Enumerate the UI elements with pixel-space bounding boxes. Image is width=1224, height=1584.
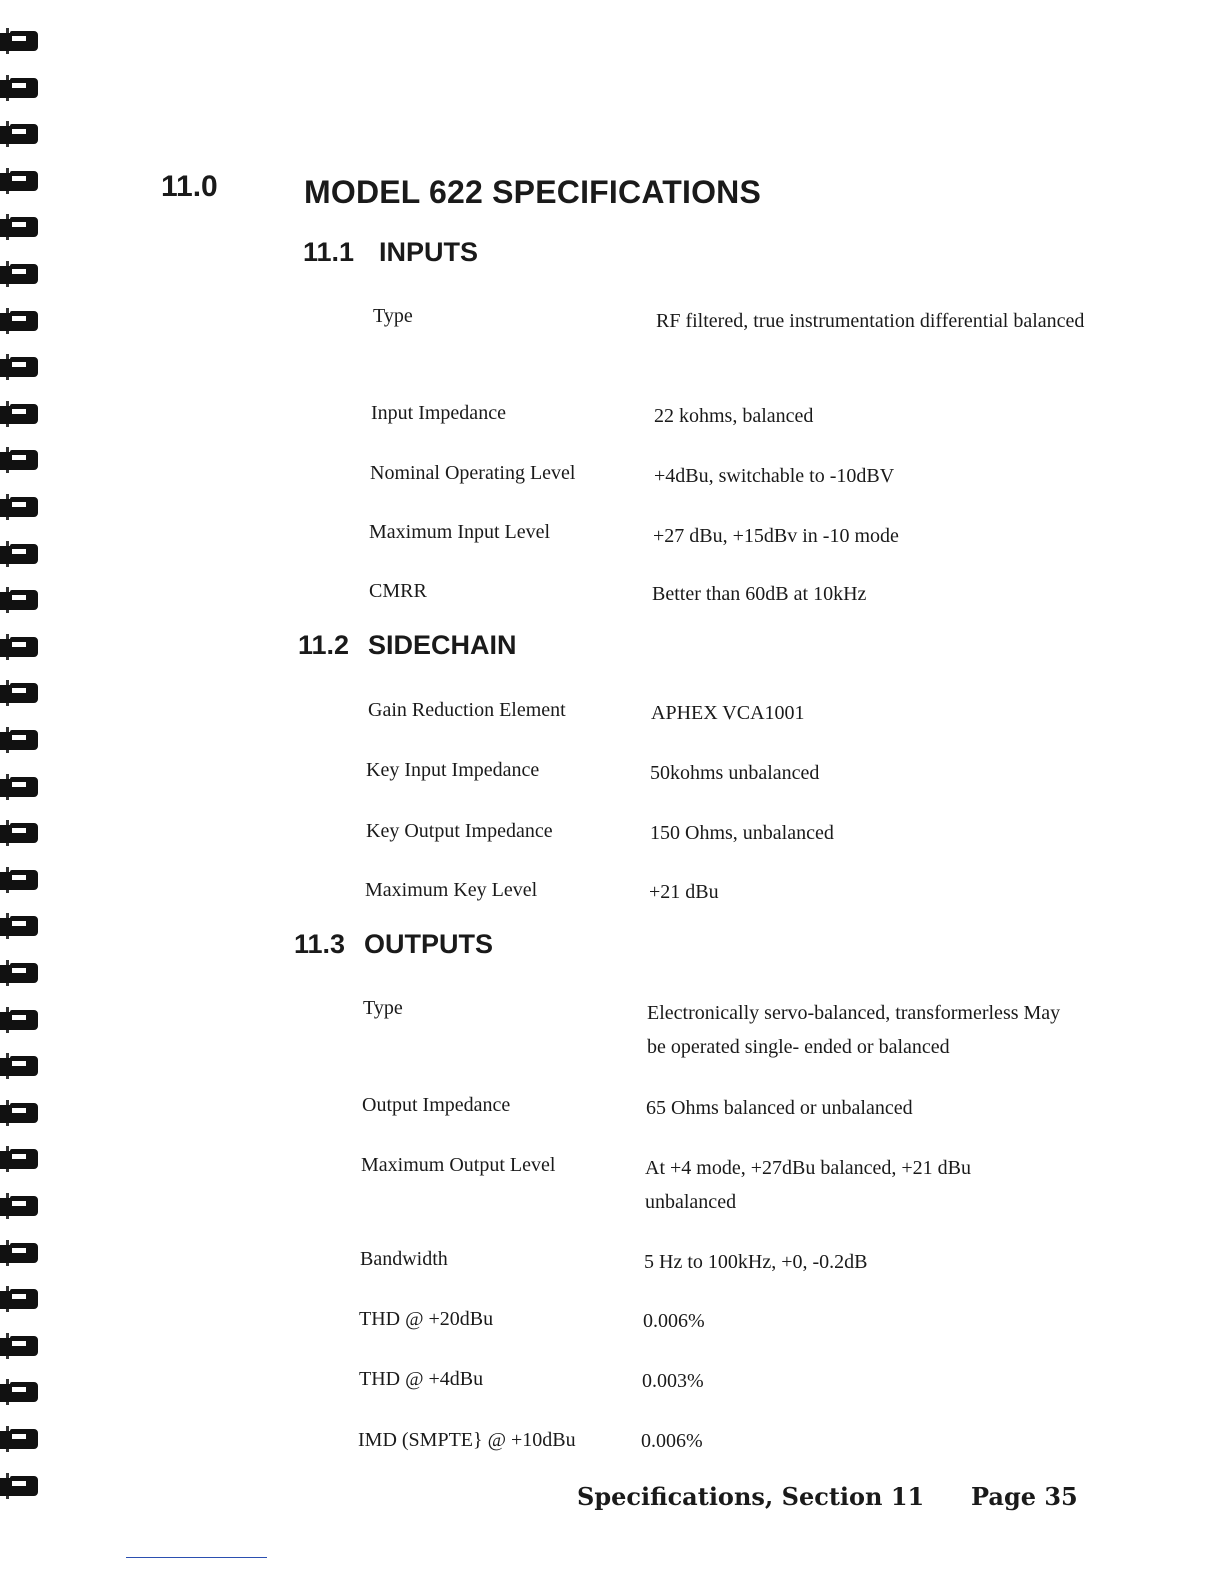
footer-section-label: Specifications, Section 11 — [577, 1482, 925, 1511]
spec-value: Better than 60dB at 10kHz — [652, 583, 867, 605]
spec-value: At +4 mode, +27dBu balanced, +21 dBu unbalanced — [645, 1157, 972, 1213]
binding-ring — [0, 121, 38, 147]
spec-label: Nominal Operating Level — [370, 462, 576, 484]
binding-ring — [0, 913, 38, 939]
binding-ring — [0, 1286, 38, 1312]
spec-label: Maximum Output Level — [361, 1154, 556, 1176]
binding-ring — [0, 1333, 38, 1359]
section-number: 11.3 — [294, 929, 346, 959]
spec-label: Output Impedance — [362, 1094, 511, 1116]
spec-label: THD @ +4dBu — [359, 1368, 484, 1390]
spec-label: IMD (SMPTE} @ +10dBu — [358, 1429, 576, 1451]
spec-value: 50kohms unbalanced — [650, 762, 820, 784]
binding-ring — [0, 1240, 38, 1266]
binding-ring — [0, 308, 38, 334]
binding-ring — [0, 214, 38, 240]
binding-ring — [0, 401, 38, 427]
spec-label: Type — [373, 305, 413, 327]
binding-ring — [0, 494, 38, 520]
binding-ring — [0, 867, 38, 893]
section-title: OUTPUTS — [364, 929, 494, 959]
binding-ring — [0, 634, 38, 660]
spec-label: Key Output Impedance — [366, 820, 553, 842]
section-number: 11.1 — [303, 237, 355, 267]
spec-label: THD @ +20dBu — [359, 1308, 494, 1330]
binding-ring — [0, 774, 38, 800]
binding-ring — [0, 28, 38, 54]
spec-label: CMRR — [369, 580, 427, 602]
binding-ring — [0, 1146, 38, 1172]
footer-page-number: Page 35 — [971, 1482, 1078, 1511]
binding-ring — [0, 1100, 38, 1126]
binding-ring — [0, 447, 38, 473]
spec-label: Key Input Impedance — [366, 759, 540, 781]
binding-ring — [0, 168, 38, 194]
section-heading-outputs — [294, 929, 493, 960]
section-number: 11.2 — [298, 630, 350, 660]
binding-ring — [0, 261, 38, 287]
binding-ring — [0, 1473, 38, 1499]
spec-value: 0.003% — [642, 1370, 704, 1392]
spec-label: Maximum Key Level — [365, 879, 538, 901]
spec-value: 65 Ohms balanced or unbalanced — [646, 1097, 913, 1119]
spec-value: +21 dBu — [649, 881, 719, 903]
section-heading-inputs — [303, 237, 478, 268]
spec-value: Electronically servo-balanced, transformerless May be operated single- ended or balanced — [647, 1002, 1061, 1058]
binding-ring — [0, 587, 38, 613]
spec-label: Gain Reduction Element — [368, 699, 566, 721]
binding-ring — [0, 1053, 38, 1079]
binding-ring — [0, 960, 38, 986]
chapter-title: MODEL 622 SPECIFICATIONS — [304, 174, 762, 210]
binding-ring — [0, 1379, 38, 1405]
footer-rule — [126, 1557, 267, 1558]
spec-label: Bandwidth — [360, 1248, 448, 1270]
spec-label: Maximum Input Level — [369, 521, 551, 543]
binding-ring — [0, 680, 38, 706]
section-heading-sidechain — [298, 630, 517, 661]
binding-ring — [0, 727, 38, 753]
spec-value: 0.006% — [641, 1430, 703, 1452]
binding-ring — [0, 541, 38, 567]
section-title: INPUTS — [379, 237, 479, 267]
spec-value: 150 Ohms, unbalanced — [650, 822, 834, 844]
binding-ring — [0, 1007, 38, 1033]
spec-label: Input Impedance — [371, 402, 506, 424]
spec-value: 0.006% — [643, 1310, 705, 1332]
section-title: SIDECHAIN — [368, 630, 517, 660]
chapter-number: 11.0 — [161, 170, 218, 203]
spec-value: 5 Hz to 100kHz, +0, -0.2dB — [644, 1251, 868, 1273]
binding-ring — [0, 820, 38, 846]
binding-ring — [0, 354, 38, 380]
binding-ring — [0, 1426, 38, 1452]
spec-value: APHEX VCA1001 — [651, 702, 805, 724]
spec-value: RF filtered, true instrumentation differential balanced — [656, 310, 1085, 332]
spec-value: 22 kohms, balanced — [654, 405, 814, 427]
binding-ring — [0, 1193, 38, 1219]
binding-ring — [0, 75, 38, 101]
spec-label: Type — [363, 997, 403, 1019]
spec-value: +4dBu, switchable to -10dBV — [654, 465, 895, 487]
spiral-binding — [0, 0, 40, 1584]
spec-value: +27 dBu, +15dBv in -10 mode — [653, 525, 899, 547]
